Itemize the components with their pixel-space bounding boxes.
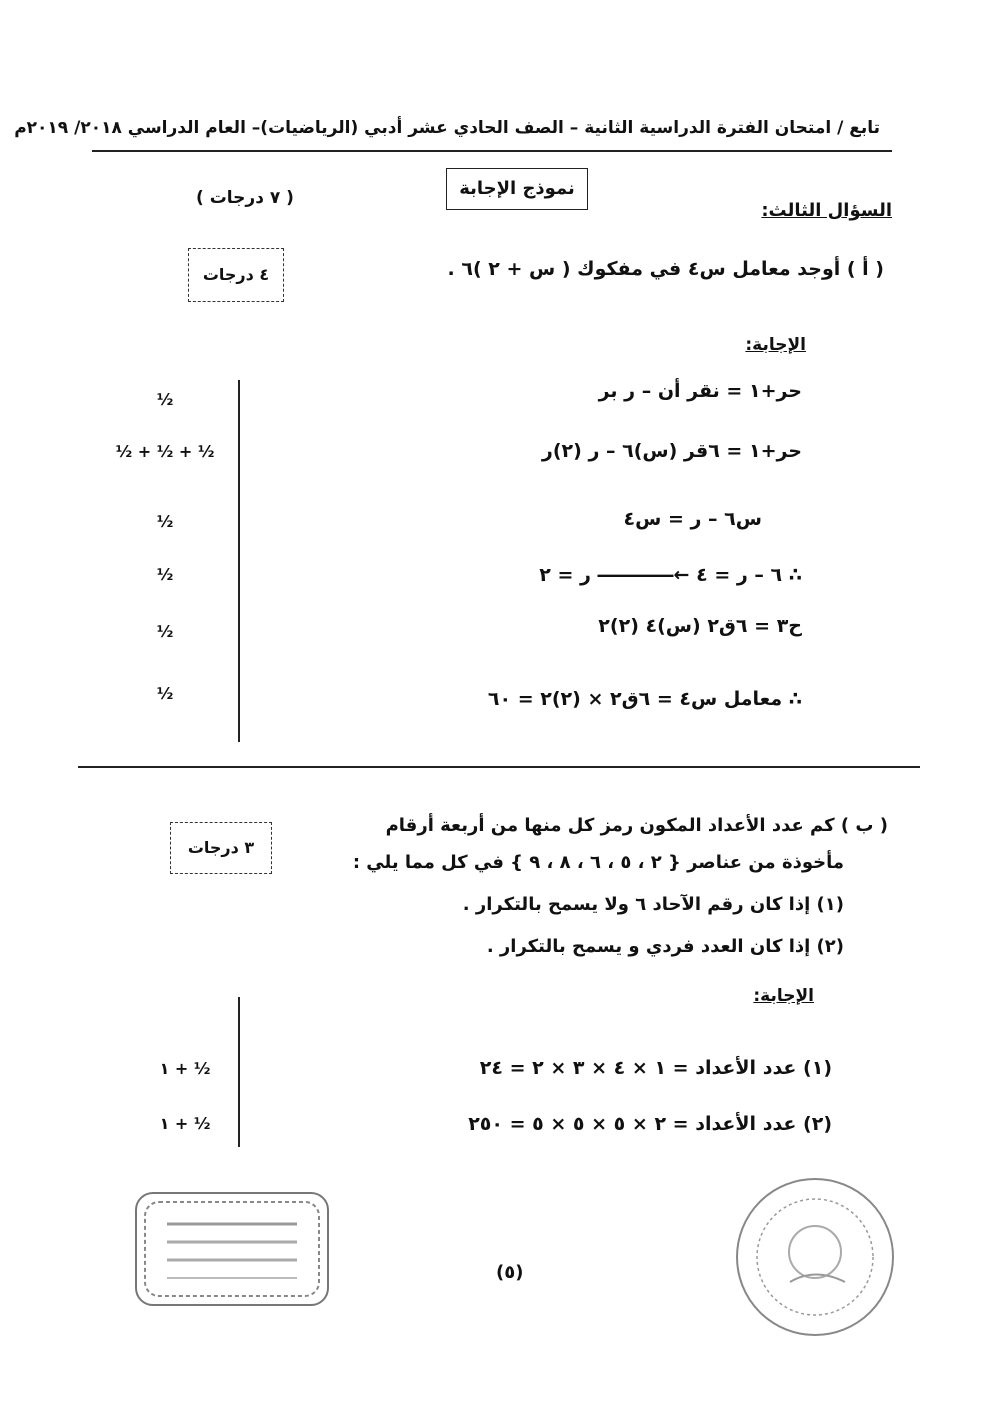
part-b-answer-2: (٢) عدد الأعداد = ٢ × ٥ × ٥ × ٥ = ٢٥٠ (468, 1113, 832, 1135)
header-rule (92, 150, 892, 152)
step-5-mark: ½ (156, 622, 174, 641)
section-separator (78, 766, 920, 768)
step-4: ∴ ٦ – ر = ٤ ←―――― ر = ٢ (539, 564, 802, 586)
question-title: السؤال الثالث: (761, 200, 892, 221)
part-b-answer-2-mark: ١ + ½ (159, 1114, 211, 1133)
part-b-answer-1-mark: ١ + ½ (159, 1059, 211, 1078)
part-b-question-line-3: (١) إذا كان رقم الآحاد ٦ ولا يسمح بالتكرار . (462, 894, 844, 915)
part-a-marks: ٤ درجات (188, 248, 284, 302)
step-6: ∴ معامل س٤ = ٦ق٢ × (٢)٢ = ٦٠ (487, 688, 802, 710)
question-total-marks: ( ٧ درجات ) (196, 188, 294, 208)
exam-header: تابع / امتحان الفترة الدراسية الثانية – الصف الحادي عشر أدبي (الرياضيات)– العام الدراسي ٢٠١٨/ ٢٠١٩م (14, 118, 880, 138)
part-a-question: ( أ ) أوجد معامل س٤ في مفكوك ( س + ٢ )٦ . (447, 258, 884, 280)
part-b-marks-divider (238, 997, 240, 1147)
part-b-question-line-1: ( ب ) كم عدد الأعداد المكون رمز كل منها من أربعة أرقام (385, 815, 888, 836)
right-stamp-graphic (730, 1172, 900, 1342)
step-2: حر+١ = ٦قر (س)٦ – ر (٢)ر (541, 440, 802, 462)
step-3-mark: ½ (156, 512, 174, 531)
model-answer-title: نموذج الإجابة (446, 168, 588, 210)
part-b-question-line-4: (٢) إذا كان العدد فردي و يسمح بالتكرار . (486, 936, 844, 957)
page-number: (٥) (496, 1262, 524, 1283)
part-a-answer-label: الإجابة: (745, 335, 806, 355)
part-b-answer-1: (١) عدد الأعداد = ١ × ٤ × ٣ × ٢ = ٢٤ (479, 1057, 832, 1079)
step-4-mark: ½ (156, 565, 174, 584)
step-1: حر+١ = نقر أن – ر بر (598, 380, 802, 402)
step-2-mark: ½ + ½ + ½ (115, 442, 215, 461)
right-stamp (730, 1172, 900, 1342)
step-5: ح٣ = ٦ق٢ (س)٤ (٢)٢ (598, 615, 802, 637)
step-3: س٦ – ر = س٤ (623, 508, 762, 530)
left-stamp (135, 1192, 329, 1306)
step-6-mark: ½ (156, 684, 174, 703)
left-stamp-graphic (137, 1194, 327, 1304)
part-b-answer-label: الإجابة: (753, 986, 814, 1006)
step-1-mark: ½ (156, 390, 174, 409)
part-b-marks: ٣ درجات (170, 822, 272, 874)
part-a-marks-divider (238, 380, 240, 742)
part-b-question-line-2: مأخوذة من عناصر { ٢ ، ٥ ، ٦ ، ٨ ، ٩ } في كل مما يلي : (352, 852, 844, 873)
